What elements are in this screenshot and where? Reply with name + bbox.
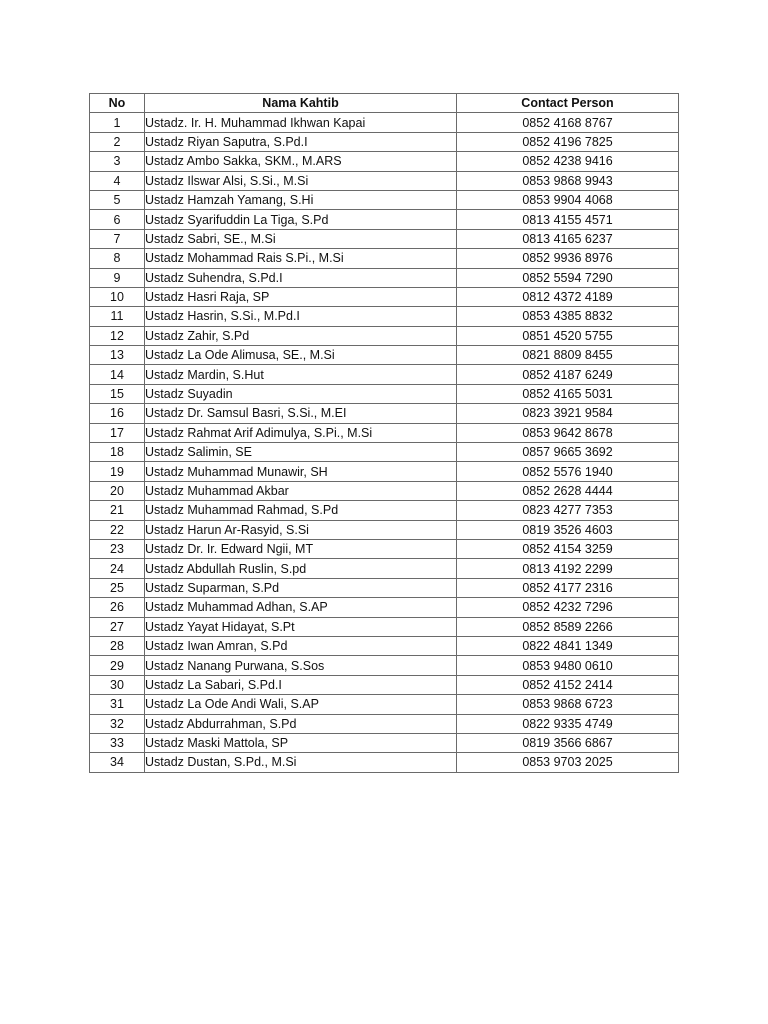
table-row — [90, 520, 679, 539]
table-row — [90, 229, 679, 248]
cell-no: 24 — [90, 559, 145, 578]
header-row — [90, 94, 679, 113]
table-row — [90, 268, 679, 287]
cell-no: 2 — [90, 132, 145, 151]
cell-no: 25 — [90, 578, 145, 597]
cell-nama-kahtib: Ustadz Muhammad Rahmad, S.Pd — [145, 501, 457, 520]
kahtib-table — [89, 93, 679, 773]
cell-contact-person: 0813 4192 2299 — [457, 559, 679, 578]
cell-contact-person: 0852 4168 8767 — [457, 113, 679, 132]
cell-nama-kahtib: Ustadz Abdullah Ruslin, S.pd — [145, 559, 457, 578]
cell-contact-person: 0823 3921 9584 — [457, 404, 679, 423]
table-row — [90, 733, 679, 752]
table-row — [90, 346, 679, 365]
cell-contact-person: 0852 4177 2316 — [457, 578, 679, 597]
cell-nama-kahtib: Ustadz Abdurrahman, S.Pd — [145, 714, 457, 733]
cell-nama-kahtib: Ustadz La Ode Andi Wali, S.AP — [145, 695, 457, 714]
cell-no: 1 — [90, 113, 145, 132]
cell-contact-person: 0852 2628 4444 — [457, 481, 679, 500]
cell-nama-kahtib: Ustadz Muhammad Adhan, S.AP — [145, 598, 457, 617]
cell-nama-kahtib: Ustadz Suhendra, S.Pd.I — [145, 268, 457, 287]
cell-no: 10 — [90, 287, 145, 306]
table-row — [90, 481, 679, 500]
cell-contact-person: 0819 3526 4603 — [457, 520, 679, 539]
cell-no: 15 — [90, 384, 145, 403]
table-row — [90, 423, 679, 442]
table-body — [90, 113, 679, 772]
cell-contact-person: 0852 5594 7290 — [457, 268, 679, 287]
cell-contact-person: 0853 9904 4068 — [457, 190, 679, 209]
cell-nama-kahtib: Ustadz Hamzah Yamang, S.Hi — [145, 190, 457, 209]
cell-no: 4 — [90, 171, 145, 190]
cell-contact-person: 0813 4165 6237 — [457, 229, 679, 248]
cell-contact-person: 0852 4238 9416 — [457, 152, 679, 171]
table-row — [90, 656, 679, 675]
cell-contact-person: 0813 4155 4571 — [457, 210, 679, 229]
cell-no: 16 — [90, 404, 145, 423]
table-row — [90, 617, 679, 636]
table-row — [90, 501, 679, 520]
cell-contact-person: 0853 9868 6723 — [457, 695, 679, 714]
table-row — [90, 714, 679, 733]
cell-no: 21 — [90, 501, 145, 520]
cell-nama-kahtib: Ustadz Nanang Purwana, S.Sos — [145, 656, 457, 675]
cell-nama-kahtib: Ustadz Ilswar Alsi, S.Si., M.Si — [145, 171, 457, 190]
table-row — [90, 753, 679, 772]
cell-contact-person: 0823 4277 7353 — [457, 501, 679, 520]
table-header — [90, 94, 679, 113]
header-no: No — [90, 94, 145, 113]
cell-no: 17 — [90, 423, 145, 442]
table-row — [90, 249, 679, 268]
cell-no: 20 — [90, 481, 145, 500]
cell-contact-person: 0857 9665 3692 — [457, 443, 679, 462]
cell-contact-person: 0852 4154 3259 — [457, 539, 679, 558]
cell-nama-kahtib: Ustadz Suparman, S.Pd — [145, 578, 457, 597]
table-row — [90, 152, 679, 171]
cell-no: 7 — [90, 229, 145, 248]
cell-no: 11 — [90, 307, 145, 326]
cell-no: 8 — [90, 249, 145, 268]
cell-no: 5 — [90, 190, 145, 209]
table-row — [90, 675, 679, 694]
cell-nama-kahtib: Ustadz La Sabari, S.Pd.I — [145, 675, 457, 694]
cell-contact-person: 0852 4232 7296 — [457, 598, 679, 617]
header-nama-kahtib: Nama Kahtib — [145, 94, 457, 113]
cell-no: 32 — [90, 714, 145, 733]
cell-nama-kahtib: Ustadz Dustan, S.Pd., M.Si — [145, 753, 457, 772]
table-row — [90, 404, 679, 423]
cell-contact-person: 0852 4187 6249 — [457, 365, 679, 384]
cell-contact-person: 0812 4372 4189 — [457, 287, 679, 306]
cell-contact-person: 0852 4196 7825 — [457, 132, 679, 151]
cell-no: 9 — [90, 268, 145, 287]
cell-no: 26 — [90, 598, 145, 617]
cell-no: 30 — [90, 675, 145, 694]
cell-nama-kahtib: Ustadz Riyan Saputra, S.Pd.I — [145, 132, 457, 151]
cell-no: 27 — [90, 617, 145, 636]
cell-nama-kahtib: Ustadz Iwan Amran, S.Pd — [145, 636, 457, 655]
cell-nama-kahtib: Ustadz Dr. Samsul Basri, S.Si., M.EI — [145, 404, 457, 423]
cell-no: 12 — [90, 326, 145, 345]
cell-nama-kahtib: Ustadz Maski Mattola, SP — [145, 733, 457, 752]
cell-nama-kahtib: Ustadz Hasrin, S.Si., M.Pd.I — [145, 307, 457, 326]
cell-no: 23 — [90, 539, 145, 558]
cell-nama-kahtib: Ustadz Ambo Sakka, SKM., M.ARS — [145, 152, 457, 171]
cell-nama-kahtib: Ustadz Mardin, S.Hut — [145, 365, 457, 384]
cell-nama-kahtib: Ustadz La Ode Alimusa, SE., M.Si — [145, 346, 457, 365]
cell-contact-person: 0852 8589 2266 — [457, 617, 679, 636]
table-row — [90, 384, 679, 403]
cell-nama-kahtib: Ustadz Salimin, SE — [145, 443, 457, 462]
cell-contact-person: 0853 9480 0610 — [457, 656, 679, 675]
cell-no: 14 — [90, 365, 145, 384]
cell-contact-person: 0852 9936 8976 — [457, 249, 679, 268]
cell-no: 29 — [90, 656, 145, 675]
cell-no: 18 — [90, 443, 145, 462]
cell-nama-kahtib: Ustadz Syarifuddin La Tiga, S.Pd — [145, 210, 457, 229]
cell-no: 34 — [90, 753, 145, 772]
cell-nama-kahtib: Ustadz Rahmat Arif Adimulya, S.Pi., M.Si — [145, 423, 457, 442]
cell-nama-kahtib: Ustadz Dr. Ir. Edward Ngii, MT — [145, 539, 457, 558]
cell-contact-person: 0819 3566 6867 — [457, 733, 679, 752]
table-row — [90, 287, 679, 306]
table-row — [90, 365, 679, 384]
cell-no: 13 — [90, 346, 145, 365]
cell-nama-kahtib: Ustadz Yayat Hidayat, S.Pt — [145, 617, 457, 636]
table-row — [90, 578, 679, 597]
cell-contact-person: 0822 9335 4749 — [457, 714, 679, 733]
cell-contact-person: 0852 4165 5031 — [457, 384, 679, 403]
cell-no: 22 — [90, 520, 145, 539]
cell-nama-kahtib: Ustadz Sabri, SE., M.Si — [145, 229, 457, 248]
table-row — [90, 307, 679, 326]
cell-no: 31 — [90, 695, 145, 714]
cell-contact-person: 0852 4152 2414 — [457, 675, 679, 694]
cell-nama-kahtib: Ustadz Suyadin — [145, 384, 457, 403]
cell-contact-person: 0853 4385 8832 — [457, 307, 679, 326]
table-row — [90, 598, 679, 617]
table-row — [90, 695, 679, 714]
cell-no: 19 — [90, 462, 145, 481]
cell-contact-person: 0822 4841 1349 — [457, 636, 679, 655]
cell-nama-kahtib: Ustadz. Ir. H. Muhammad Ikhwan Kapai — [145, 113, 457, 132]
table-row — [90, 443, 679, 462]
cell-no: 28 — [90, 636, 145, 655]
table-row — [90, 326, 679, 345]
cell-nama-kahtib: Ustadz Hasri Raja, SP — [145, 287, 457, 306]
cell-nama-kahtib: Ustadz Mohammad Rais S.Pi., M.Si — [145, 249, 457, 268]
cell-nama-kahtib: Ustadz Harun Ar-Rasyid, S.Si — [145, 520, 457, 539]
table-row — [90, 636, 679, 655]
cell-contact-person: 0853 9868 9943 — [457, 171, 679, 190]
cell-no: 3 — [90, 152, 145, 171]
cell-contact-person: 0852 5576 1940 — [457, 462, 679, 481]
table-row — [90, 539, 679, 558]
table-row — [90, 462, 679, 481]
cell-contact-person: 0853 9642 8678 — [457, 423, 679, 442]
table-row — [90, 190, 679, 209]
cell-no: 33 — [90, 733, 145, 752]
cell-contact-person: 0821 8809 8455 — [457, 346, 679, 365]
table-row — [90, 171, 679, 190]
header-contact-person: Contact Person — [457, 94, 679, 113]
table-row — [90, 210, 679, 229]
cell-contact-person: 0853 9703 2025 — [457, 753, 679, 772]
cell-nama-kahtib: Ustadz Muhammad Akbar — [145, 481, 457, 500]
table-row — [90, 559, 679, 578]
cell-contact-person: 0851 4520 5755 — [457, 326, 679, 345]
cell-no: 6 — [90, 210, 145, 229]
cell-nama-kahtib: Ustadz Muhammad Munawir, SH — [145, 462, 457, 481]
cell-nama-kahtib: Ustadz Zahir, S.Pd — [145, 326, 457, 345]
table-row — [90, 113, 679, 132]
table-row — [90, 132, 679, 151]
